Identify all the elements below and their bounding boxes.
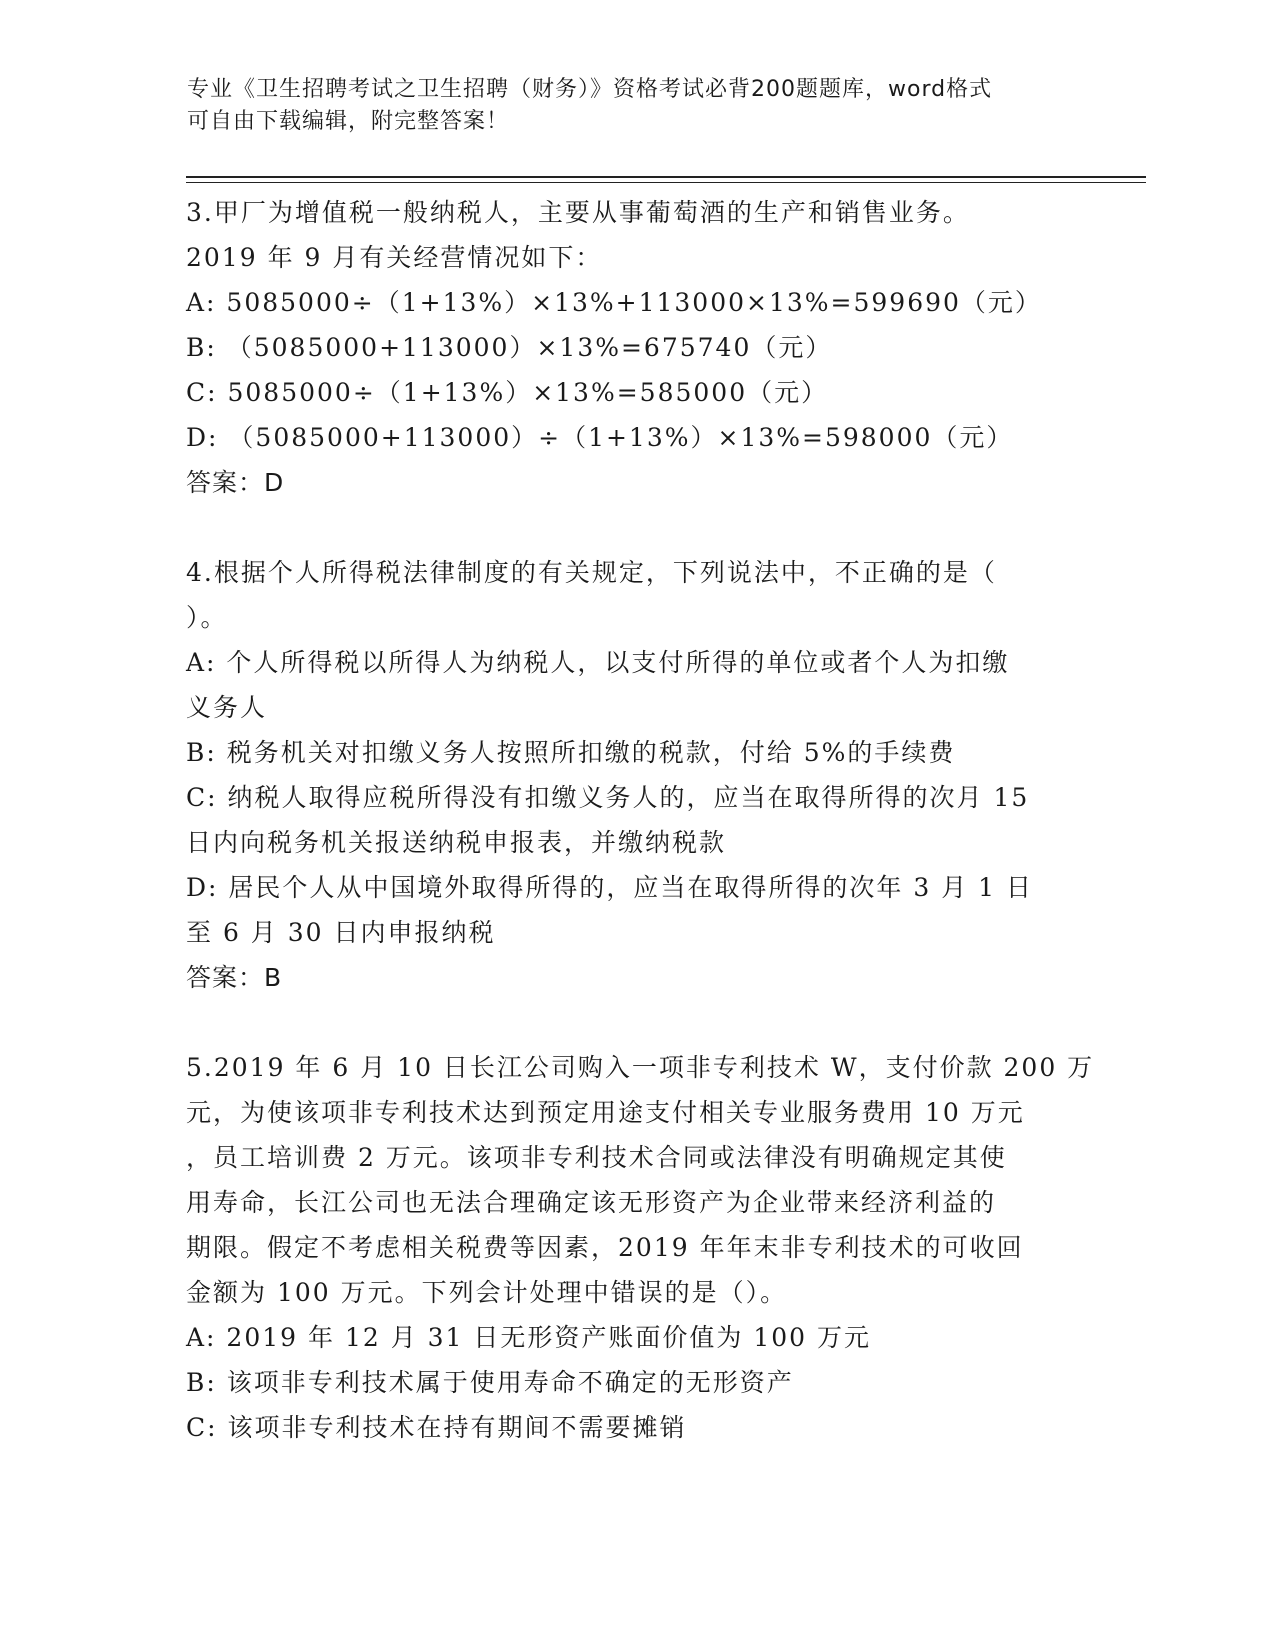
question-3 <box>186 190 1086 505</box>
option-a: A: 5085000÷（1+13%）×13%+113000×13%=599690（元） <box>186 288 1042 317</box>
option-a: A: 个人所得税以所得人为纳税人，以支付所得的单位或者个人为扣缴 <box>186 648 1010 677</box>
option-d: D: （5085000+113000）÷（1+13%）×13%=598000（元） <box>186 423 1014 452</box>
option-c: C: 5085000÷（1+13%）×13%=585000（元） <box>186 378 829 407</box>
question-stem-line: 金额为 100 万元。下列会计处理中错误的是（）。 <box>186 1278 788 1307</box>
question-stem-line: 5.2019 年 6 月 10 日长江公司购入一项非专利技术 W，支付价款 200 万 <box>186 1053 1095 1082</box>
option-a-continued: 义务人 <box>186 693 268 722</box>
option-b: B: 税务机关对扣缴义务人按照所扣缴的税款，付给 5%的手续费 <box>186 738 956 767</box>
header-divider-thick <box>186 176 1146 178</box>
header-divider-thin <box>186 182 1146 183</box>
answer-line: 答案：B <box>186 963 283 992</box>
question-stem-line: ）。 <box>186 603 228 632</box>
option-c: C: 该项非专利技术在持有期间不需要摊销 <box>186 1413 687 1442</box>
option-c-continued: 日内向税务机关报送纳税申报表，并缴纳税款 <box>186 828 727 857</box>
answer-line: 答案：D <box>186 468 285 497</box>
question-4 <box>186 550 1086 1000</box>
option-c: C: 纳税人取得应税所得没有扣缴义务人的，应当在取得所得的次月 15 <box>186 783 1030 812</box>
question-stem-line: 4.根据个人所得税法律制度的有关规定，下列说法中，不正确的是（ <box>186 558 997 587</box>
question-stem-line: 用寿命，长江公司也无法合理确定该无形资产为企业带来经济利益的 <box>186 1188 997 1217</box>
question-stem-line: 期限。假定不考虑相关税费等因素，2019 年年末非专利技术的可收回 <box>186 1233 1024 1262</box>
spacer <box>186 1000 1086 1045</box>
option-d-continued: 至 6 月 30 日内申报纳税 <box>186 918 496 947</box>
question-stem-line: 元，为使该项非专利技术达到预定用途支付相关专业服务费用 10 万元 <box>186 1098 1025 1127</box>
header-title-line-1: 专业《卫生招聘考试之卫生招聘（财务）》资格考试必背200题题库，word格式 <box>187 77 993 102</box>
question-stem-line: 3.甲厂为增值税一般纳税人，主要从事葡萄酒的生产和销售业务。 <box>186 198 970 227</box>
header-title-line-2: 可自由下载编辑，附完整答案！ <box>187 109 510 134</box>
option-a: A: 2019 年 12 月 31 日无形资产账面价值为 100 万元 <box>186 1323 872 1352</box>
question-5 <box>186 1045 1095 1450</box>
question-stem-line: ，员工培训费 2 万元。该项非专利技术合同或法律没有明确规定其使 <box>186 1143 1007 1172</box>
option-d: D: 居民个人从中国境外取得所得的，应当在取得所得的次年 3 月 1 日 <box>186 873 1034 902</box>
document-header <box>187 74 1067 138</box>
question-content <box>186 190 1095 1450</box>
spacer <box>186 505 1086 550</box>
option-b: B: （5085000+113000）×13%=675740（元） <box>186 333 833 362</box>
option-b: B: 该项非专利技术属于使用寿命不确定的无形资产 <box>186 1368 794 1397</box>
question-stem-line: 2019 年 9 月有关经营情况如下： <box>186 243 603 272</box>
